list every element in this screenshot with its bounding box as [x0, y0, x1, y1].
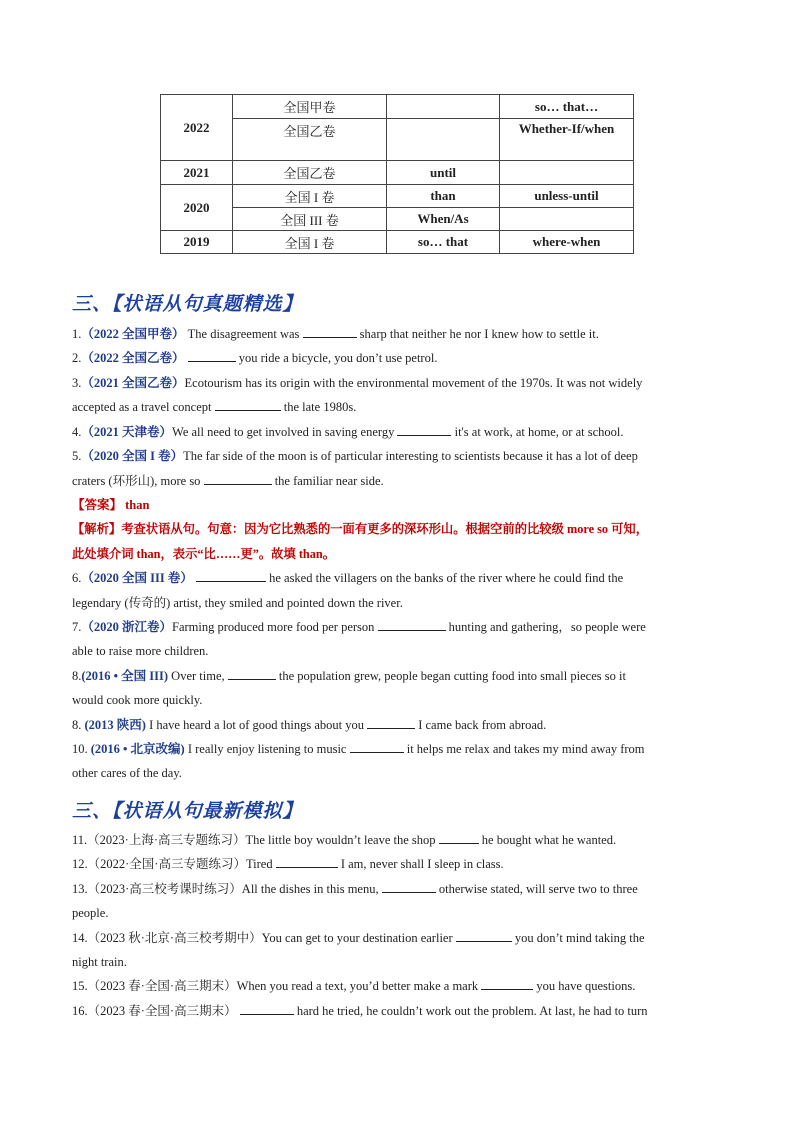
question-3: 3.（2021 全国乙卷）Ecotourism has its origin with the environmental movement of the 1970s. It was not widely [72, 376, 643, 390]
summary-table [160, 94, 634, 254]
cell: until [387, 161, 500, 185]
question-6-line2: legendary (传奇的) artist, they smiled and pointed down the river. [72, 596, 403, 610]
question-5: 5.（2020 全国 I 卷）The far side of the moon is of particular interesting to scientists because it has a lot of deep [72, 449, 638, 463]
question-7-line2: able to raise more children. [72, 644, 209, 658]
section-title: 三、【状语从句真题精选】 [72, 293, 303, 315]
question-16: 16.（2023 春·全国·高三期末） hard he tried, he couldn’t work out the problem. At last, he had to turn [72, 1004, 648, 1018]
table-row [161, 185, 634, 208]
answer-blank[interactable] [303, 326, 357, 338]
answer-blank[interactable] [240, 1003, 294, 1015]
question-6: 6.（2020 全国 III 卷） he asked the villagers on the banks of the river where he could find the [72, 571, 624, 585]
year-cell: 2019 [161, 231, 233, 254]
question-14-line2: night train. [72, 955, 127, 969]
answer-blank[interactable] [439, 832, 479, 844]
question-9: 8. (2013 陕西) I have heard a lot of good things about you I came back from abroad. [72, 718, 547, 732]
question-14: 14.（2023 秋·北京·高三校考期中）You can get to your destination earlier you don’t mind taking the [72, 931, 645, 945]
analysis-line-2: 此处填介词 than，表示“比……更”。故填 than。 [72, 547, 336, 561]
cell: so… that… [500, 95, 634, 119]
question-10: 10. (2016 • 北京改编) I really enjoy listening to music it helps me relax and takes my mind away from [72, 742, 645, 756]
question-12: 12.（2022·全国·高三专题练习）Tired I am, never shall I sleep in class. [72, 857, 504, 871]
question-2: 2.（2022 全国乙卷） you ride a bicycle, you don’t use petrol. [72, 351, 438, 365]
question-7: 7.（2020 浙江卷）Farming produced more food per person hunting and gathering，so people were [72, 620, 646, 634]
analysis-line-1: 【解析】考查状语从句。句意：因为它比熟悉的一面有更多的深环形山。根据空前的比较级 more so 可知， [72, 522, 649, 536]
question-8-line2: would cook more quickly. [72, 693, 203, 707]
question-13: 13.（2023·高三校考课时练习）All the dishes in this menu, otherwise stated, will serve two to three [72, 882, 638, 896]
answer-blank[interactable] [204, 473, 272, 485]
paper-cell: 全国 III 卷 [233, 208, 387, 231]
answer-blank[interactable] [456, 930, 512, 942]
question-10-line2: other cares of the day. [72, 766, 182, 780]
year-cell: 2020 [161, 185, 233, 231]
cell: where-when [500, 231, 634, 254]
cell [500, 208, 634, 231]
answer-blank[interactable] [276, 856, 338, 868]
answer-blank[interactable] [350, 741, 404, 753]
answer-blank[interactable] [196, 570, 266, 582]
year-cell: 2022 [161, 95, 233, 161]
table-row [161, 161, 634, 185]
paper-cell: 全国 I 卷 [233, 185, 387, 208]
answer-line: 【答案】 than [72, 498, 150, 512]
cell [500, 161, 634, 185]
section-title: 三、【状语从句最新模拟】 [72, 800, 303, 822]
answer-blank[interactable] [378, 619, 446, 631]
question-1: 1.（2022 全国甲卷） The disagreement was sharp that neither he nor I knew how to settle it. [72, 327, 599, 341]
question-5-line2: craters (环形山), more so the familiar near side. [72, 474, 384, 488]
answer-blank[interactable] [215, 399, 281, 411]
question-15: 15.（2023 春·全国·高三期末）When you read a text, you’d better make a mark you have questions. [72, 979, 636, 993]
answer-blank[interactable] [228, 668, 276, 680]
paper-cell: 全国乙卷 [233, 119, 387, 161]
table-row [161, 95, 634, 119]
answer-blank[interactable] [481, 978, 533, 990]
answer-blank[interactable] [367, 717, 415, 729]
cell [387, 95, 500, 119]
cell: than [387, 185, 500, 208]
answer-blank[interactable] [382, 881, 436, 893]
paper-cell: 全国甲卷 [233, 95, 387, 119]
answer-blank[interactable] [188, 350, 236, 362]
answer-blank[interactable] [397, 424, 451, 436]
cell: unless-until [500, 185, 634, 208]
cell: Whether-If/when [500, 119, 634, 161]
question-13-line2: people. [72, 906, 109, 920]
question-11: 11.（2023·上海·高三专题练习）The little boy wouldn’t leave the shop he bought what he wanted. [72, 833, 617, 847]
table-row [161, 231, 634, 254]
question-3-line2: accepted as a travel concept the late 1980s. [72, 400, 357, 414]
cell: When/As [387, 208, 500, 231]
question-8: 8.(2016 • 全国 III) Over time, the population grew, people began cutting food into small pieces so it [72, 669, 626, 683]
paper-cell: 全国 I 卷 [233, 231, 387, 254]
question-4: 4.（2021 天津卷）We all need to get involved in saving energy it's at work, at home, or at school. [72, 425, 624, 439]
cell: so… that [387, 231, 500, 254]
cell [387, 119, 500, 161]
paper-cell: 全国乙卷 [233, 161, 387, 185]
year-cell: 2021 [161, 161, 233, 185]
